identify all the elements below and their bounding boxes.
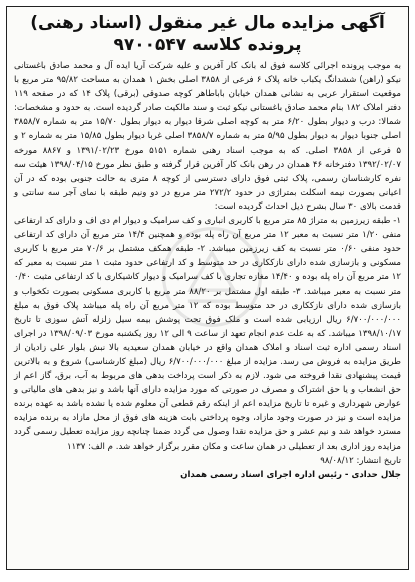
paragraph-intro: به موجب پرونده اجرائی کلاسه فوق له بانک کار آفرین و علیه شرکت آریا ایده آل و محمد صادق باغستانی نیکو (راهن) ششدانگ یکباب خانه پلاک ۶ فرعی از ۳۸۵۸ اصلی بخش ۱ همدان به مساحت ۹۵/۸۲ متر مربع با موقعیت استقرار عربی به نشانی همدان خیابان باباطاهر کوچه صدوقی (برقی) پلاک ۱۴ که در صفحه ۱۱۹ دفتر املاک ۱۸۲ بنام محمد صادق باغستانی نیکو ثبت و سند مالکیت صادر گردیده است. به حدود و مشخصات: شمالا: درب و دیوار بطول ۶/۲۰ متر به کوچه اصلی شرقا دیوار به دیوار بطول ۱۵/۷۰ متر به شماره ۳۸۵۸/۷ اصلی جنوبا دیوار به دیوار بطول ۵/۹۵ متر به شماره ۳۸۵۸/۷ اصلی غربا دیوار بطول ۱۵/۸۵ متر به شماره ۲ و ۵ فرعی از ۳۸۵۸ اصلی. که به موجب اسناد رهنی شماره ۵۱۵۱ مورخ ۱۳۹۱/۰۲/۲۳ و ۸۸۶۷ مورخه ۱۳۹۲/۰۲/۰۷ دفترخانه ۴۶ همدان در رهن بانک کار آفرین قرار گرفته و طبق نظر مورخ ۱۳۹۸/۰۴/۱۵ هیئت سه نفره کارشناسان رسمی، پلاک ثبتی فوق دارای دسترسی از کوچه ۸ متری به حالت جنوبی بوده که در آن اعیانی بصورت نیمه اسکلت بمتراژی در حدود ۲۷۲/۲ متر مربع در دو ونیم طبقه با نمای آجر سه سانتی و قدمت بالای ۳۰ سال بشرح ذیل احداث گردیده است:: [14, 61, 402, 212]
notice-title: آگهی مزایده مال غیر منقول (اسناد رهنی): [30, 13, 385, 33]
notice-body: [7, 59, 408, 482]
paragraph-details: ۱- طبقه زیرزمین به متراژ ۸۵ متر مربع با کاربری انباری و کف سرامیک و دیوار ام دی اف و دارای کد ارتفاعی منفی ۱/۲۰ متر نسبت به معبر ۱۲ متر مربع آن راه پله بوده و همچنین ۱۴/۴ متر مربع آن دارای کد ارتفاعی حدود منفی ۰/۶۰ متر نسبت به کف زیرزمین میباشد. ۲- طبقه همکف مشتمل بر ۷۰/۶ متر مربع با کاربری مسکونی و بازسازی شده دارای نازککاری در حد متوسط و کد ارتفاعی حدود مثبت ۱ متر نسبت به معبر که ۱۲ متر مربع آن راه پله بوده و ۱۴/۴۰ مغازه تجاری با کف سرامیک و دیوار کاشیکاری با کد ارتفاعی مثبت ۰/۴۰ متر نسبت به معبر میباشد. ۳- طبقه اول مشتمل بر ۸۸/۲۰ متر مربع با کاربری مسکونی بصورت تکخواب و بازسازی شده دارای نازککاری در حد متوسط بوده که ۱۲ متر مربع آن راه پله میباشد پلاک فوق به مبلغ ۶/۷۰۰/۰۰۰/۰۰۰ ریال ارزیابی شده است و ملک فوق تحت پوشش بیمه سیل زلزله آتش سوزی تا تاریخ ۱۳۹۸/۱۰/۱۷ میباشد. که به علت عدم انجام تعهد از ساعت ۹ الی ۱۲ روز یکشنبه مورخ ۱۳۹۸/۰۹/۰۳ در اجرای اسناد رسمی اداره ثبت اسناد و املاک همدان واقع در خیابان همدان سعیدیه بالا نبش بلوار علی زادیان از طریق مزایده به فروش می رسد. مزایده از مبلغ ۶/۷۰۰/۰۰۰/۰۰۰ ریال (مبلغ کارشناسی) شروع و به بالاترین قیمت پیشنهادی نقدا فروخته می شود. لازم به ذکر است پرداخت بدهی های مربوط به آب، برق، گاز اعم از حق انشعاب و یا حق اشتراک و مصرف در صورتی که مورد مزایده دارای آنها باشد و نیز بدهی های مالیاتی و عوارض شهرداری و غیره تا تاریخ مزایده اعم از اینکه رقم قطعی آن معلوم شده یا نشده باشد به عهده برنده مزایده است و نیز در صورت وجود مازاد، وجوه پرداختی بابت هزینه های فوق از محل مازاد به برنده مزایده مسترد خواهد شد و نیم عشر و حق مزایده نقدا وصول می گردد ضمنا چنانچه روز مزایده تعطیل رسمی گردد مزایده روز اداری بعد از تعطیلی در همان ساعت و مکان مقرر برگزار خواهد شد. م الف: ۱۱۳۷: [14, 216, 402, 452]
signature-line: جلال حدادی - رئیس اداره اجرای اسناد رسمی همدان: [180, 469, 401, 480]
publish-date: تاریخ انتشار: ۹۸/۰۸/۱۲: [320, 455, 401, 466]
notice-page: [6, 6, 409, 570]
case-number: پرونده کلاسه ۹۷۰۰۵۴۷: [113, 35, 302, 55]
